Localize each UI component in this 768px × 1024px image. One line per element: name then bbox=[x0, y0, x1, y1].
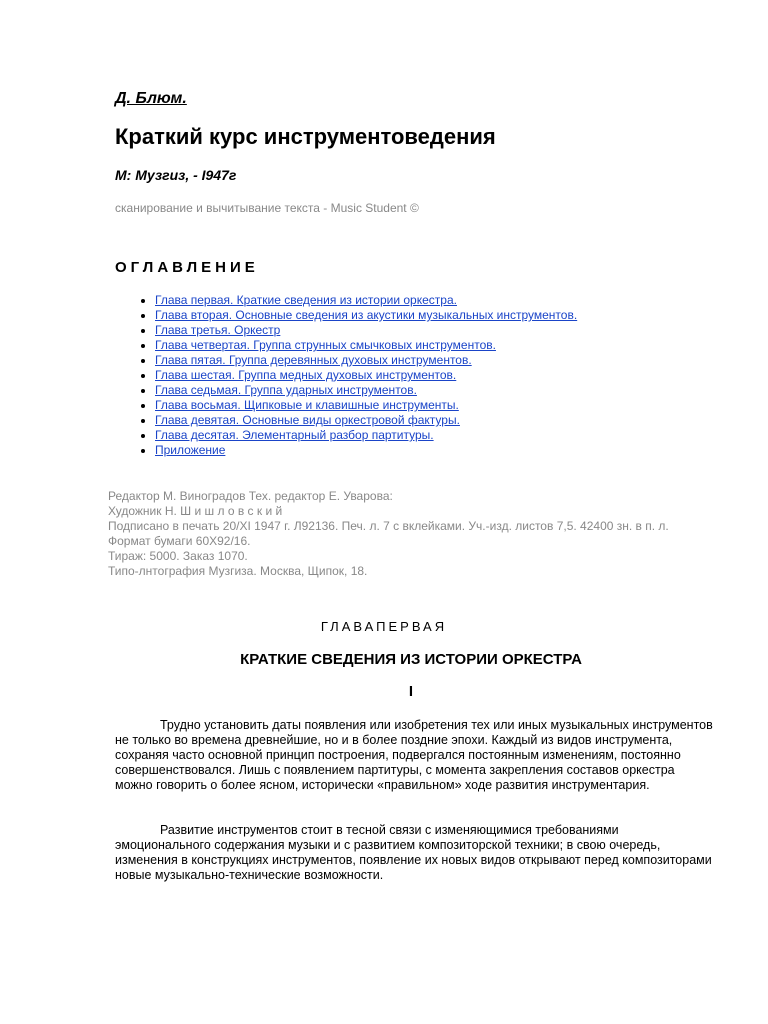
scan-credit: сканирование и вычитывание текста - Music Student © bbox=[115, 201, 419, 215]
toc-item bbox=[155, 398, 577, 413]
imprint-line: Художник Н. Ш и ш л о в с к и й bbox=[108, 504, 283, 518]
toc-link-chapter-4[interactable]: Глава четвертая. Группа струнных смычковых инструментов. bbox=[155, 338, 496, 352]
book-title: Краткий курс инструментоведения bbox=[115, 124, 496, 149]
toc-link-chapter-10[interactable]: Глава десятая. Элементарный разбор партитуры. bbox=[155, 428, 434, 442]
publisher-info: М: Музгиз, - I947г bbox=[115, 167, 237, 183]
toc-link-chapter-7[interactable]: Глава седьмая. Группа ударных инструментов. bbox=[155, 383, 417, 397]
toc-item bbox=[155, 338, 577, 353]
toc-item bbox=[155, 293, 577, 308]
toc-link-chapter-9[interactable]: Глава девятая. Основные виды оркестровой фактуры. bbox=[155, 413, 460, 427]
toc-link-chapter-3[interactable]: Глава третья. Оркестр bbox=[155, 323, 281, 337]
toc-item bbox=[155, 428, 577, 443]
body-paragraph: Развитие инструментов стоит в тесной связи с изменяющимися требованиями эмоционального содержания музыки и с развитием композиторской техники; в свою очередь, изменения в конструкциях инструментов, появление их новых видов открывают перед композиторами новые музыкально-технические возможности. bbox=[115, 823, 712, 882]
imprint-line: Подписано в печать 20/XI 1947 г. Л92136. Печ. л. 7 с вклейками. Уч.-изд. листов 7,5. 42400 зн. в п. л. Формат бумаги 60X92/16. bbox=[108, 519, 669, 548]
imprint-line: Тираж: 5000. Заказ 1070. bbox=[108, 549, 248, 563]
toc-link-chapter-5[interactable]: Глава пятая. Группа деревянных духовых инструментов. bbox=[155, 353, 472, 367]
author-name: Д. Блюм. bbox=[115, 90, 187, 107]
toc-link-chapter-6[interactable]: Глава шестая. Группа медных духовых инструментов. bbox=[155, 368, 457, 382]
chapter-heading: ГЛАВАПЕРВАЯ bbox=[320, 619, 448, 634]
toc-link-chapter-2[interactable]: Глава вторая. Основные сведения из акустики музыкальных инструментов. bbox=[155, 308, 578, 322]
toc-item bbox=[155, 383, 577, 398]
toc-item bbox=[155, 443, 577, 458]
toc-heading: ОГЛАВЛЕНИЕ bbox=[115, 259, 259, 276]
toc-item bbox=[155, 368, 577, 383]
chapter-title: КРАТКИЕ СВЕДЕНИЯ ИЗ ИСТОРИИ ОРКЕСТРА bbox=[240, 651, 582, 668]
toc-item bbox=[155, 353, 577, 368]
imprint-line: Типо-лнтография Музгиза. Москва, Щипок, 18. bbox=[108, 564, 368, 578]
imprint-block bbox=[108, 489, 708, 579]
body-paragraph: Трудно установить даты появления или изобретения тех или иных музыкальных инструментов не только во времена древнейшие, но и в более поздние эпохи. Каждый из видов инструмента, сохраняя часто основной принцип построения, подвергался постоянным изменениям, постоянно совершенствовался. Лишь с появлением партитуры, с момента закрепления составов оркестра можно говорить о более ясном, исторически «правильном» ходе развития инструментария. bbox=[115, 718, 713, 792]
section-number: I bbox=[408, 683, 414, 700]
toc-link-appendix[interactable]: Приложение bbox=[155, 443, 226, 457]
toc-list bbox=[135, 293, 577, 458]
toc-link-chapter-8[interactable]: Глава восьмая. Щипковые и клавишные инструменты. bbox=[155, 398, 459, 412]
toc-item bbox=[155, 323, 577, 338]
toc-item bbox=[155, 308, 577, 323]
imprint-line: Редактор М. Виноградов Тех. редактор Е. Уварова: bbox=[108, 489, 393, 503]
toc-link-chapter-1[interactable]: Глава первая. Краткие сведения из истории оркестра. bbox=[155, 293, 457, 307]
toc-item bbox=[155, 413, 577, 428]
